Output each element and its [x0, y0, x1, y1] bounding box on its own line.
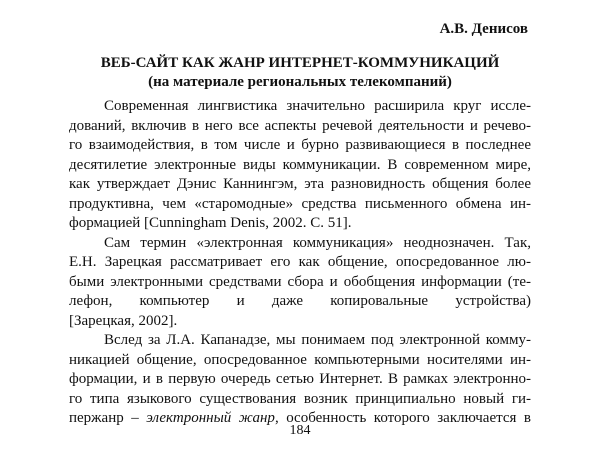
text-line: Вслед за Л.А. Капанадзе, мы понимаем под электронной комму-	[104, 332, 531, 348]
article-subtitle: (на материале региональных телекомпаний)	[148, 74, 452, 90]
italic-term: электронный жанр	[146, 410, 275, 426]
author-name: А.В. Денисов	[439, 21, 528, 37]
text-line: [Зарецкая, 2002].	[69, 312, 178, 329]
text-line: Сам термин «электронная коммуникация» неоднозначен. Так,	[104, 234, 531, 251]
article-body	[69, 97, 531, 429]
text-line: формацией [Cunningham Denis, 2002. С. 51].	[69, 215, 352, 231]
text-line: никацией общение, опосредованное компьютерными носителями ин-	[69, 351, 531, 368]
final-line-before: пержанр –	[69, 410, 139, 426]
text-line: продуктивна, чем «старомодные» средства письменного обмена ин-	[69, 195, 531, 212]
text-line: как утверждает Дэнис Каннингэм, эта разновидность общения более	[69, 176, 531, 192]
text-line: формации, и в первую очередь сетью Интернет. В рамках электронно-	[69, 371, 531, 387]
text-line: го типа языкового существования возник принципиально новый ги-	[69, 390, 531, 407]
text-line: десятилетие электронные виды коммуникации. В современном мире,	[69, 156, 531, 173]
text-line: го взаимодействия, в том числе и бурно развивающиеся в последнее	[69, 137, 531, 153]
text-line: быми электронными средствами сбора и обобщения информации (те-	[69, 273, 531, 290]
text-line: Современная лингвистика значительно расширила круг иссле-	[104, 98, 531, 114]
text-line: дований, включив в него все аспекты речевой деятельности и речево-	[69, 117, 531, 134]
article-title: ВЕБ-САЙТ КАК ЖАНР ИНТЕРНЕТ-КОММУНИКАЦИЙ	[100, 55, 500, 71]
text-line: Е.Н. Зарецкая рассматривает его как общение, опосредованное лю-	[69, 254, 531, 270]
page-number: 184	[289, 423, 311, 438]
final-line-after: , особенность которого заключается в	[274, 410, 531, 426]
text-line: лефон, компьютер и даже копировальные устройства)	[69, 293, 531, 309]
